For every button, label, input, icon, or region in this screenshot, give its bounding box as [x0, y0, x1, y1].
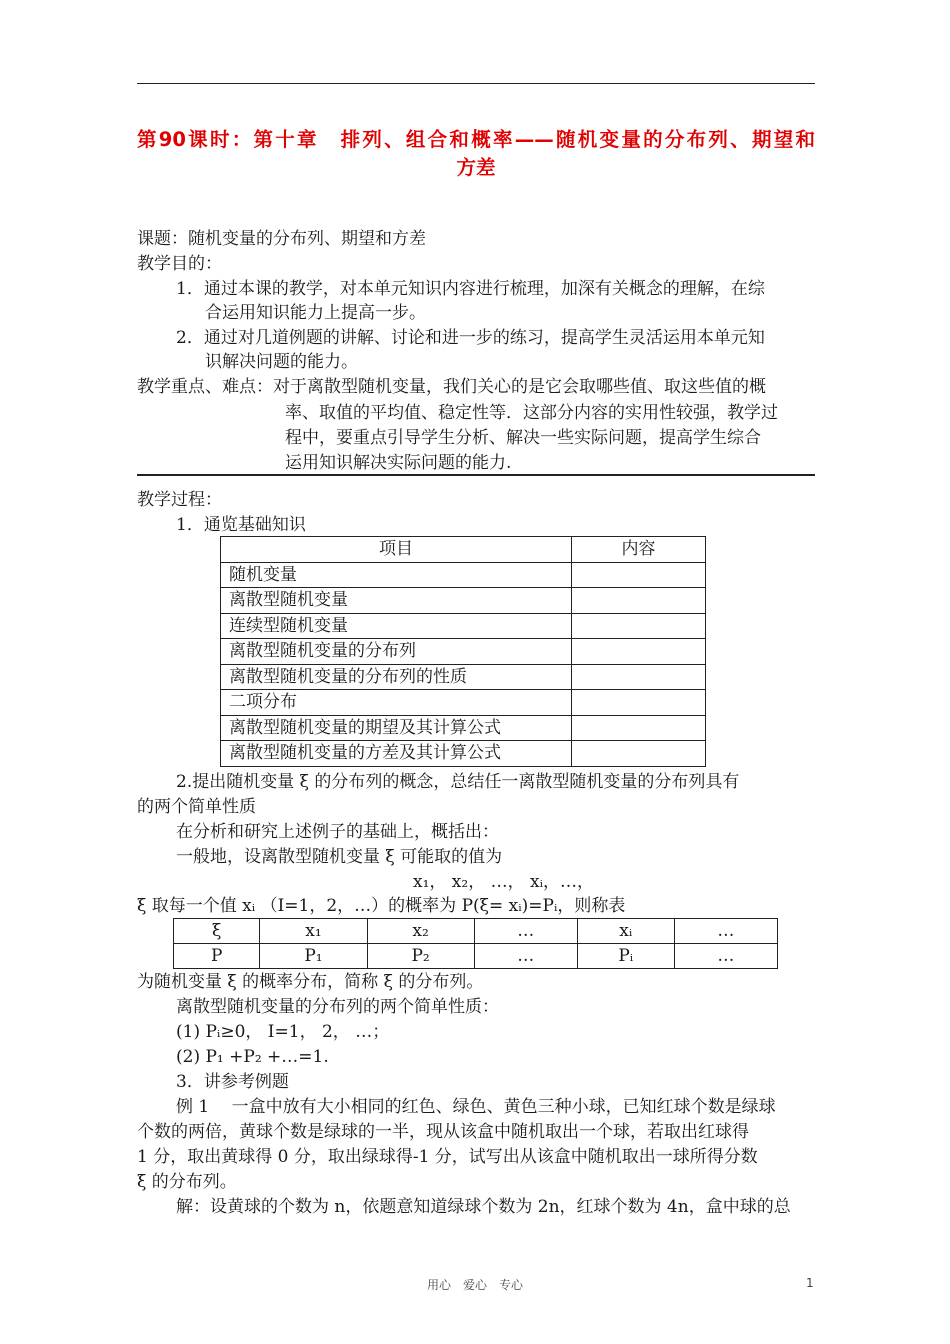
values-line: x₁， x₂， …， xᵢ，…， [413, 872, 595, 892]
table-cell: … [474, 944, 577, 969]
goal2-line2: 识解决问题的能力。 [205, 352, 358, 372]
example1-line3: 1 分，取出黄球得 0 分，取出绿球得-1 分，试写出从该盒中随机取出一球所得分数 [137, 1147, 758, 1167]
para-general: 一般地，设离散型随机变量 ξ 可能取的值为 [176, 847, 503, 867]
example1-line2: 个数的两倍，黄球个数是绿球的一半，现从该盒中随机取出一个球，若取出红球得 [137, 1122, 749, 1142]
goal1-line2: 合运用知识能力上提高一步。 [205, 303, 426, 323]
page-title [137, 126, 815, 182]
table-cell: xᵢ [577, 919, 674, 944]
table-cell: 连续型随机变量 [221, 613, 572, 639]
focus-line4: 运用知识解决实际问题的能力. [285, 453, 512, 473]
goal-heading: 教学目的： [137, 254, 222, 274]
section-rule [137, 474, 815, 476]
table-cell: ξ [174, 919, 260, 944]
table-row [221, 613, 706, 639]
title-line-1: 第90课时：第十章 排列、组合和概率——随机变量的分布列、期望和 [137, 128, 815, 151]
table-cell: … [674, 944, 777, 969]
example1-line1: 例 1 一盒中放有大小相同的红色、绿色、黄色三种小球，已知红球个数是绿球 [176, 1097, 776, 1117]
para-analysis: 在分析和研究上述例子的基础上，概括出： [176, 822, 499, 842]
table-cell: P₂ [367, 944, 474, 969]
table-cell: P₁ [260, 944, 367, 969]
focus-line3: 程中，要重点引导学生分析、解决一些实际问题，提高学生综合 [285, 428, 761, 448]
table-cell-empty [572, 562, 706, 588]
footer-motto: 用心 爱心 专心 [426, 1278, 523, 1292]
table-header-content: 内容 [572, 537, 706, 563]
table-cell-empty [572, 613, 706, 639]
process-heading: 教学过程： [137, 490, 222, 510]
goal1-line1: 1．通过本课的教学，对本单元知识内容进行梳理，加深有关概念的理解，在综 [176, 279, 765, 299]
step3-heading: 3．讲参考例题 [176, 1072, 289, 1092]
title-line-2: 方差 [456, 156, 496, 179]
table-row [221, 639, 706, 665]
table-header-item: 项目 [221, 537, 572, 563]
step2-line2: 的两个简单性质 [137, 797, 256, 817]
page-number: 1 [806, 1276, 814, 1290]
table-row [221, 715, 706, 741]
table-cell: 离散型随机变量的期望及其计算公式 [221, 715, 572, 741]
table-cell: 二项分布 [221, 690, 572, 716]
table-cell: x₁ [260, 919, 367, 944]
table-cell: 离散型随机变量的分布列的性质 [221, 664, 572, 690]
table-row [174, 919, 778, 944]
table-cell: x₂ [367, 919, 474, 944]
table-row [221, 588, 706, 614]
table-cell-empty [572, 690, 706, 716]
step2-line1: 2.提出随机变量 ξ 的分布列的概念，总结任一离散型随机变量的分布列具有 [176, 772, 740, 792]
table-cell: 离散型随机变量的方差及其计算公式 [221, 741, 572, 767]
properties-heading: 离散型随机变量的分布列的两个简单性质： [176, 997, 499, 1017]
probability-line: ξ 取每一个值 xᵢ （I=1，2，…）的概率为 P(ξ= xᵢ)=Pᵢ，则称表 [137, 896, 626, 916]
table-cell: 离散型随机变量的分布列 [221, 639, 572, 665]
table-cell: 离散型随机变量 [221, 588, 572, 614]
table-cell-empty [572, 715, 706, 741]
focus-line1: 教学重点、难点：对于离散型随机变量，我们关心的是它会取哪些值、取这些值的概 [137, 377, 766, 397]
table-cell: P [174, 944, 260, 969]
table-cell: Pᵢ [577, 944, 674, 969]
table-cell: 随机变量 [221, 562, 572, 588]
step1-heading: 1．通览基础知识 [176, 515, 306, 535]
focus-line2: 率、取值的平均值、稳定性等．这部分内容的实用性较强，教学过 [285, 403, 778, 423]
table-cell-empty [572, 639, 706, 665]
table-row [221, 664, 706, 690]
table-cell: … [474, 919, 577, 944]
topic-line: 课题：随机变量的分布列、期望和方差 [137, 229, 426, 249]
header-rule [137, 83, 815, 84]
table-row [221, 690, 706, 716]
property-1: (1) Pᵢ≥0， I=1， 2， …； [176, 1022, 390, 1042]
table-cell: … [674, 919, 777, 944]
table-row [221, 741, 706, 767]
property-2: (2) P₁ +P₂ +…=1. [176, 1047, 329, 1067]
goal2-line1: 2．通过对几道例题的讲解、讨论和进一步的练习，提高学生灵活运用本单元知 [176, 328, 765, 348]
table-cell-empty [572, 741, 706, 767]
solution-line1: 解：设黄球的个数为 n，依题意知道绿球个数为 2n，红球个数为 4n，盒中球的总 [176, 1197, 791, 1217]
table-header-row [221, 537, 706, 563]
basics-table [220, 536, 706, 767]
table-cell-empty [572, 588, 706, 614]
table-cell-empty [572, 664, 706, 690]
table-row [174, 944, 778, 969]
distribution-table [173, 918, 778, 969]
after-table-line: 为随机变量 ξ 的概率分布，简称 ξ 的分布列。 [137, 972, 484, 992]
table-row [221, 562, 706, 588]
example1-line4: ξ 的分布列。 [137, 1172, 237, 1192]
